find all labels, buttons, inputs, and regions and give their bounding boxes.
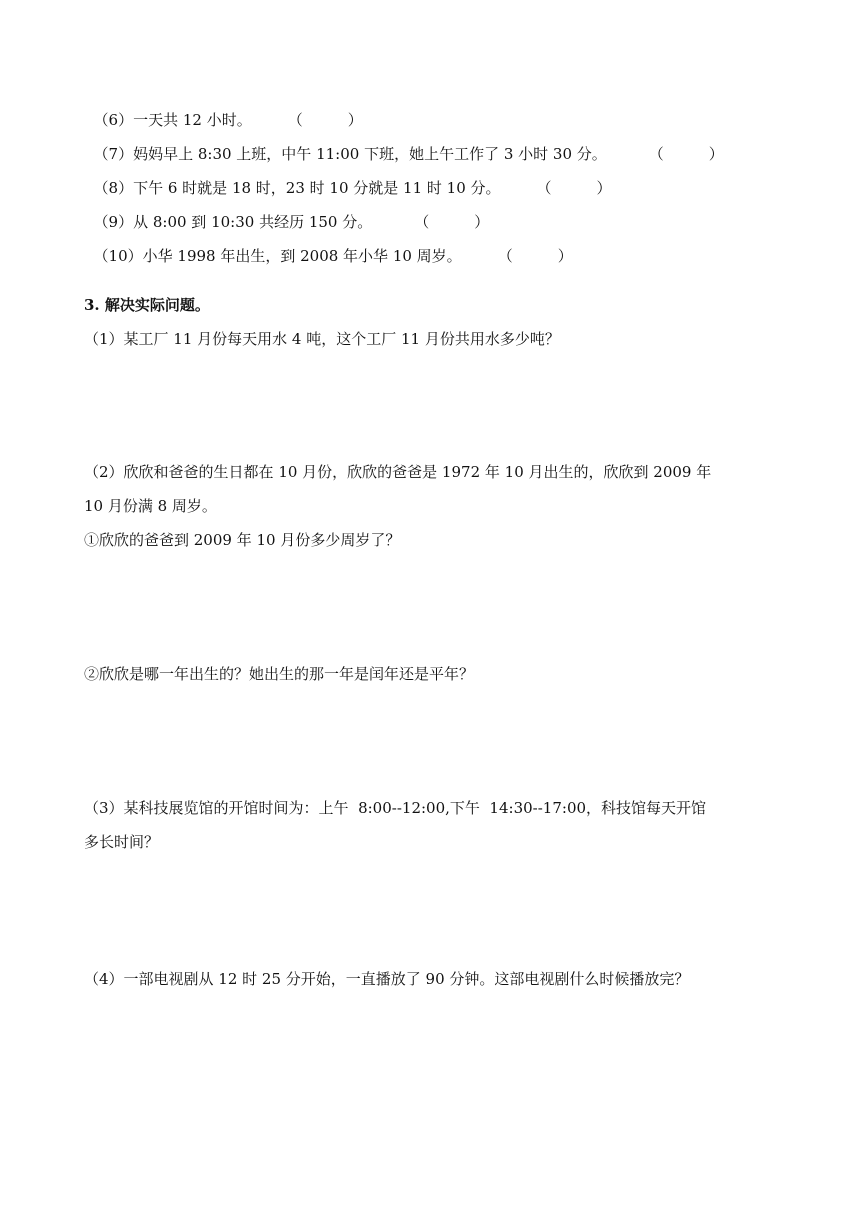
problem-3-line-2: 多长时间？ — [84, 833, 160, 851]
judgement-item-10 — [84, 226, 573, 266]
answer-parentheses[interactable]: （ ） — [648, 145, 724, 163]
problem-3-line-1: （3）某科技展览馆的开馆时间为：上午 8:00--12:00,下午 14:30--17:00，科技馆每天开馆 — [84, 799, 707, 817]
problem-2-line-1: （2）欣欣和爸爸的生日都在 10 月份，欣欣的爸爸是 1972 年 10 月出生的，欣欣到 2009 年 — [84, 463, 712, 481]
judgement-text: （6）一天共 12 小时。 — [93, 111, 252, 129]
problem-2-subquestion-1: ①欣欣的爸爸到 2009 年 10 月份多少周岁了？ — [84, 531, 401, 549]
answer-parentheses[interactable]: （ ） — [536, 179, 612, 197]
answer-parentheses[interactable]: （ ） — [287, 111, 363, 129]
problem-2-subquestion-2: ②欣欣是哪一年出生的？她出生的那一年是闰年还是平年？ — [84, 665, 475, 683]
judgement-text: （9）从 8:00 到 10:30 共经历 150 分。 — [93, 213, 373, 231]
judgement-text: （8）下午 6 时就是 18 时，23 时 10 分就是 11 时 10 分。 — [93, 179, 501, 197]
problem-4: （4）一部电视剧从 12 时 25 分开始，一直播放了 90 分钟。这部电视剧什么时候播放完？ — [84, 970, 690, 988]
judgement-text: （10）小华 1998 年出生，到 2008 年小华 10 周岁。 — [93, 247, 462, 265]
problem-1: （1）某工厂 11 月份每天用水 4 吨，这个工厂 11 月份共用水多少吨？ — [84, 330, 560, 348]
answer-parentheses[interactable]: （ ） — [414, 213, 490, 231]
section-title: 3. 解决实际问题。 — [84, 296, 210, 314]
answer-parentheses[interactable]: （ ） — [497, 247, 573, 265]
judgement-text: （7）妈妈早上 8:30 上班，中午 11:00 下班，她上午工作了 3 小时 30 分。 — [93, 145, 607, 163]
problem-2-line-2: 10 月份满 8 周岁。 — [84, 497, 217, 515]
